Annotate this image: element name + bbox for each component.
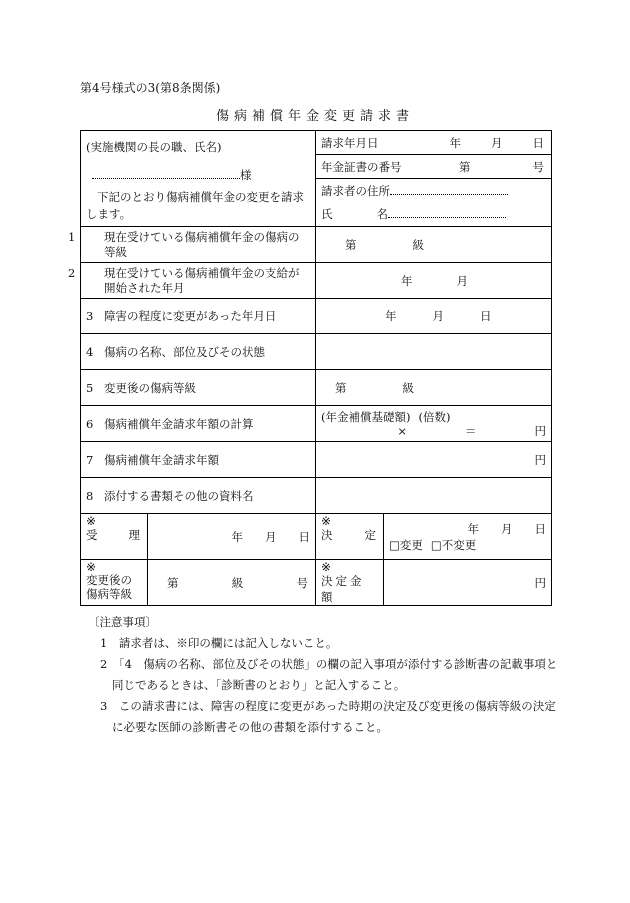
office-use-mark: ※ — [321, 514, 332, 528]
office-use-mark: ※ — [321, 560, 332, 574]
row-5-value-cell[interactable] — [316, 370, 552, 406]
year-unit: 年 — [467, 521, 480, 536]
address-cell[interactable] — [316, 179, 552, 203]
request-statement: 下記のとおり傷病補償年金の変更を請求します。 — [86, 190, 304, 221]
row-label: 傷病の名称、部位及びその状態 — [104, 344, 265, 359]
row-number: 7 — [86, 452, 94, 467]
row-4-value-cell[interactable] — [316, 334, 552, 370]
grade-go: 号 — [296, 575, 308, 590]
day-unit: 日 — [534, 521, 547, 536]
row-7-value-cell[interactable] — [316, 442, 552, 478]
base-amount-label: (年金補償基礎額) — [321, 409, 411, 424]
office-use-mark: ※ — [86, 514, 97, 528]
day-unit: 日 — [532, 135, 545, 150]
document-title: 傷病補償年金変更請求書 — [215, 109, 414, 124]
grade-kyu: 級 — [412, 237, 425, 252]
change-month-unit: 月 — [432, 309, 445, 323]
row-number: 5 — [86, 380, 94, 395]
month-unit: 月 — [491, 135, 503, 150]
decision-label-cell — [316, 514, 384, 560]
row-label: 傷病補償年金請求年額の計算 — [104, 416, 254, 431]
row-8-value-cell[interactable] — [316, 478, 552, 514]
decision-value-cell[interactable] — [384, 514, 552, 560]
new-grade-label-cell — [81, 560, 148, 606]
new-grade-value-cell[interactable] — [148, 560, 316, 606]
notes-heading: 〔注意事項〕 — [88, 615, 157, 629]
yen-unit: 円 — [534, 575, 547, 590]
cert-go-label: 号 — [532, 159, 545, 174]
row-6-value-cell[interactable] — [316, 406, 552, 442]
row-number: 2 — [68, 265, 76, 280]
changed-checkbox[interactable]: □変更 — [389, 537, 423, 552]
request-date-label: 請求年月日 — [321, 135, 379, 150]
row-3-label-cell — [81, 299, 316, 334]
month-unit: 月 — [265, 529, 277, 544]
row-label: 添付する書類その他の資料名 — [104, 488, 254, 503]
sama-label: 様 — [240, 168, 252, 182]
row-7-label-cell — [81, 442, 316, 478]
name-cell[interactable] — [316, 203, 552, 227]
receipt-date-cell[interactable] — [148, 514, 316, 560]
row-5-label-cell — [81, 370, 316, 406]
addressee-cell — [81, 131, 316, 227]
month-unit: 月 — [501, 521, 513, 536]
grade-dai: 第 — [345, 237, 357, 252]
row-label: 傷病補償年金請求年額 — [104, 452, 219, 467]
form-number-label: 第4号様式の3(第8条関係) — [80, 81, 221, 95]
equals-sign: ＝ — [465, 423, 477, 438]
name-label-shi: 氏 — [321, 207, 333, 222]
new-grade-dai: 第 — [335, 380, 347, 395]
name-field[interactable] — [388, 217, 506, 218]
row-4-label-cell — [81, 334, 316, 370]
decided-amount-value-cell[interactable] — [384, 560, 552, 606]
year-unit: 年 — [449, 135, 462, 150]
grade-dai: 第 — [167, 575, 179, 590]
request-date-cell[interactable] — [316, 131, 552, 155]
address-field[interactable] — [390, 194, 508, 195]
change-year-unit: 年 — [385, 309, 397, 323]
decided-amount-label: 決定金額 — [321, 574, 365, 604]
new-grade-label: 変更後の傷病等級 — [86, 573, 132, 601]
decision-label: 決 定 — [321, 528, 377, 542]
row-label: 障害の程度に変更があった年月日 — [104, 309, 277, 323]
receipt-label-cell — [81, 514, 148, 560]
row-label: 現在受けている傷病補償年金の傷病の等級 — [104, 229, 300, 259]
grade-kyu: 級 — [231, 575, 244, 590]
notes-section — [80, 612, 560, 738]
addressee-label: (実施機関の長の職、氏名) — [86, 140, 222, 154]
cert-dai-label: 第 — [459, 159, 471, 174]
row-6-label-cell — [81, 406, 316, 442]
row-label: 変更後の傷病等級 — [104, 380, 196, 395]
multiplier-label: (倍数) — [418, 409, 451, 424]
row-3-value-cell[interactable] — [316, 299, 552, 334]
name-label-mei: 名 — [376, 207, 389, 222]
unchanged-checkbox[interactable]: □不変更 — [430, 537, 477, 552]
addressee-field[interactable] — [92, 178, 240, 179]
note-item: 2 「4 傷病の名称、部位及びその状態」の欄の記入事項が添付する診断書の記載事項と同じであるときは、「診断書のとおり」と記入すること。 — [100, 657, 558, 692]
row-number: 6 — [86, 416, 94, 431]
row-number: 1 — [68, 229, 76, 244]
start-year-unit: 年 — [401, 273, 413, 288]
receipt-label: 受 理 — [86, 528, 140, 542]
address-label: 請求者の住所 — [321, 183, 391, 198]
day-unit: 日 — [298, 529, 311, 544]
row-1-label-cell — [68, 227, 316, 263]
times-sign: × — [397, 423, 408, 438]
year-unit: 年 — [231, 529, 244, 544]
yen-unit: 円 — [534, 423, 547, 438]
row-number: 4 — [86, 344, 94, 359]
pension-cert-cell[interactable] — [316, 155, 552, 179]
change-day-unit: 日 — [480, 309, 492, 323]
decided-amount-label-cell — [316, 560, 384, 606]
row-2-value-cell[interactable] — [316, 263, 552, 299]
row-8-label-cell — [81, 478, 316, 514]
note-item: 1 請求者は、※印の欄には記入しないこと。 — [100, 636, 338, 650]
pension-cert-label: 年金証書の番号 — [321, 159, 402, 174]
row-number: 8 — [86, 488, 94, 503]
request-form-table — [68, 130, 552, 606]
row-label: 現在受けている傷病補償年金の支給が開始された年月 — [104, 265, 300, 295]
start-month-unit: 月 — [456, 273, 469, 288]
office-use-mark: ※ — [86, 560, 97, 574]
row-number: 3 — [86, 309, 94, 323]
row-1-value-cell[interactable] — [316, 227, 552, 263]
note-item: 3 この請求書には、障害の程度に変更があった時期の決定及び変更後の傷病等級の決定に必要な医師の診断書その他の書類を添付すること。 — [100, 699, 556, 734]
row-2-label-cell — [68, 263, 316, 299]
new-grade-kyu: 級 — [402, 380, 415, 395]
yen-unit: 円 — [534, 452, 547, 467]
